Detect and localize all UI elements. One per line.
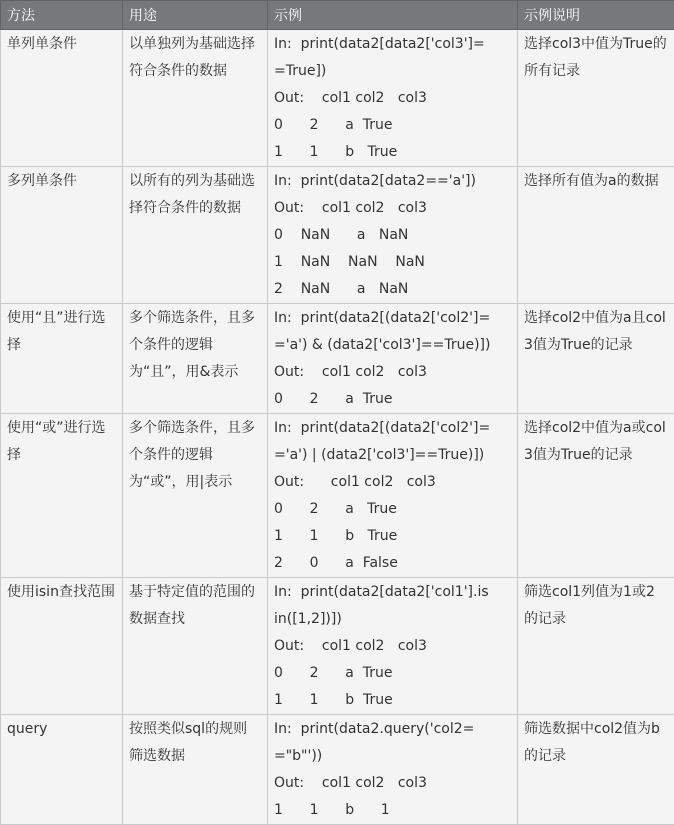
code-line: In: print(data2[(data2['col2']=: [274, 415, 511, 442]
example-cell: [268, 578, 518, 715]
note-cell: [518, 414, 674, 578]
code-line: ='a') | (data2['col3']==True)]): [274, 442, 511, 469]
usage-cell: [123, 715, 268, 825]
method-text: 多列单条件: [7, 168, 116, 195]
note-text: 选择col2中值为a且col3值为True的记录: [524, 305, 668, 359]
code-line: In: print(data2[data2['col3']=: [274, 31, 511, 58]
method-text: 使用“或”进行选择: [7, 415, 116, 469]
table-row: [1, 578, 674, 715]
method-text: 使用isin查找范围: [7, 579, 116, 606]
table-row: [1, 304, 674, 414]
usage-text: 多个筛选条件，且多个条件的逻辑为“或”，用|表示: [129, 415, 261, 496]
note-cell: [518, 578, 674, 715]
code-line: ='a') & (data2['col3']==True)]): [274, 332, 511, 359]
note-text: 选择所有值为a的数据: [524, 168, 668, 195]
output-line: 0 2 a True: [274, 496, 511, 523]
code-line: ="b"')): [274, 743, 511, 770]
output-line: 0 2 a True: [274, 660, 511, 687]
header-row: [1, 1, 674, 30]
usage-cell: [123, 30, 268, 167]
method-cell: [1, 414, 123, 578]
output-line: 1 1 b True: [274, 523, 511, 550]
output-line: 0 NaN a NaN: [274, 222, 511, 249]
table-row: [1, 167, 674, 304]
usage-cell: [123, 414, 268, 578]
table-row: [1, 414, 674, 578]
method-text: 单列单条件: [7, 31, 116, 58]
output-line: 1 1 b True: [274, 687, 511, 714]
method-text: query: [7, 716, 116, 743]
method-cell: [1, 30, 123, 167]
header-example: 示例: [268, 1, 518, 30]
code-line: =True]): [274, 58, 511, 85]
code-line: In: print(data2.query('col2=: [274, 716, 511, 743]
code-line: In: print(data2[(data2['col2']=: [274, 305, 511, 332]
output-line: Out: col1 col2 col3: [274, 633, 511, 660]
table-row: [1, 715, 674, 825]
note-cell: [518, 715, 674, 825]
usage-cell: [123, 578, 268, 715]
code-line: In: print(data2[data2['col1'].is: [274, 579, 511, 606]
output-line: Out: col1 col2 col3: [274, 770, 511, 797]
usage-text: 以所有的列为基础选择符合条件的数据: [129, 168, 261, 222]
usage-text: 基于特定值的范围的数据查找: [129, 579, 261, 633]
example-cell: [268, 715, 518, 825]
note-cell: [518, 304, 674, 414]
method-cell: [1, 167, 123, 304]
output-line: 0 2 a True: [274, 112, 511, 139]
output-line: 0 2 a True: [274, 386, 511, 413]
note-text: 选择col2中值为a或col3值为True的记录: [524, 415, 668, 469]
note-text: 筛选数据中col2值为b的记录: [524, 716, 668, 770]
table-row: [1, 30, 674, 167]
usage-cell: [123, 167, 268, 304]
method-cell: [1, 304, 123, 414]
code-line: In: print(data2[data2=='a']): [274, 168, 511, 195]
output-line: Out: col1 col2 col3: [274, 469, 511, 496]
output-line: 2 NaN a NaN: [274, 276, 511, 303]
method-cell: [1, 715, 123, 825]
output-line: 2 0 a False: [274, 550, 511, 577]
usage-text: 以单独列为基础选择符合条件的数据: [129, 31, 261, 85]
header-usage: 用途: [123, 1, 268, 30]
example-cell: [268, 304, 518, 414]
usage-text: 多个筛选条件，且多个条件的逻辑为“且”，用&表示: [129, 305, 261, 386]
method-cell: [1, 578, 123, 715]
output-line: 1 NaN NaN NaN: [274, 249, 511, 276]
note-cell: [518, 167, 674, 304]
method-text: 使用“且”进行选择: [7, 305, 116, 359]
usage-text: 按照类似sql的规则筛选数据: [129, 716, 261, 770]
output-line: 1 1 b True: [274, 139, 511, 166]
note-text: 选择col3中值为True的所有记录: [524, 31, 668, 85]
header-note: 示例说明: [518, 1, 674, 30]
note-text: 筛选col1列值为1或2的记录: [524, 579, 668, 633]
output-line: Out: col1 col2 col3: [274, 85, 511, 112]
example-cell: [268, 167, 518, 304]
example-cell: [268, 414, 518, 578]
header-method: 方法: [1, 1, 123, 30]
output-line: Out: col1 col2 col3: [274, 359, 511, 386]
note-cell: [518, 30, 674, 167]
code-line: in([1,2])]): [274, 606, 511, 633]
output-line: 1 1 b 1: [274, 797, 511, 824]
output-line: Out: col1 col2 col3: [274, 195, 511, 222]
usage-cell: [123, 304, 268, 414]
example-cell: [268, 30, 518, 167]
